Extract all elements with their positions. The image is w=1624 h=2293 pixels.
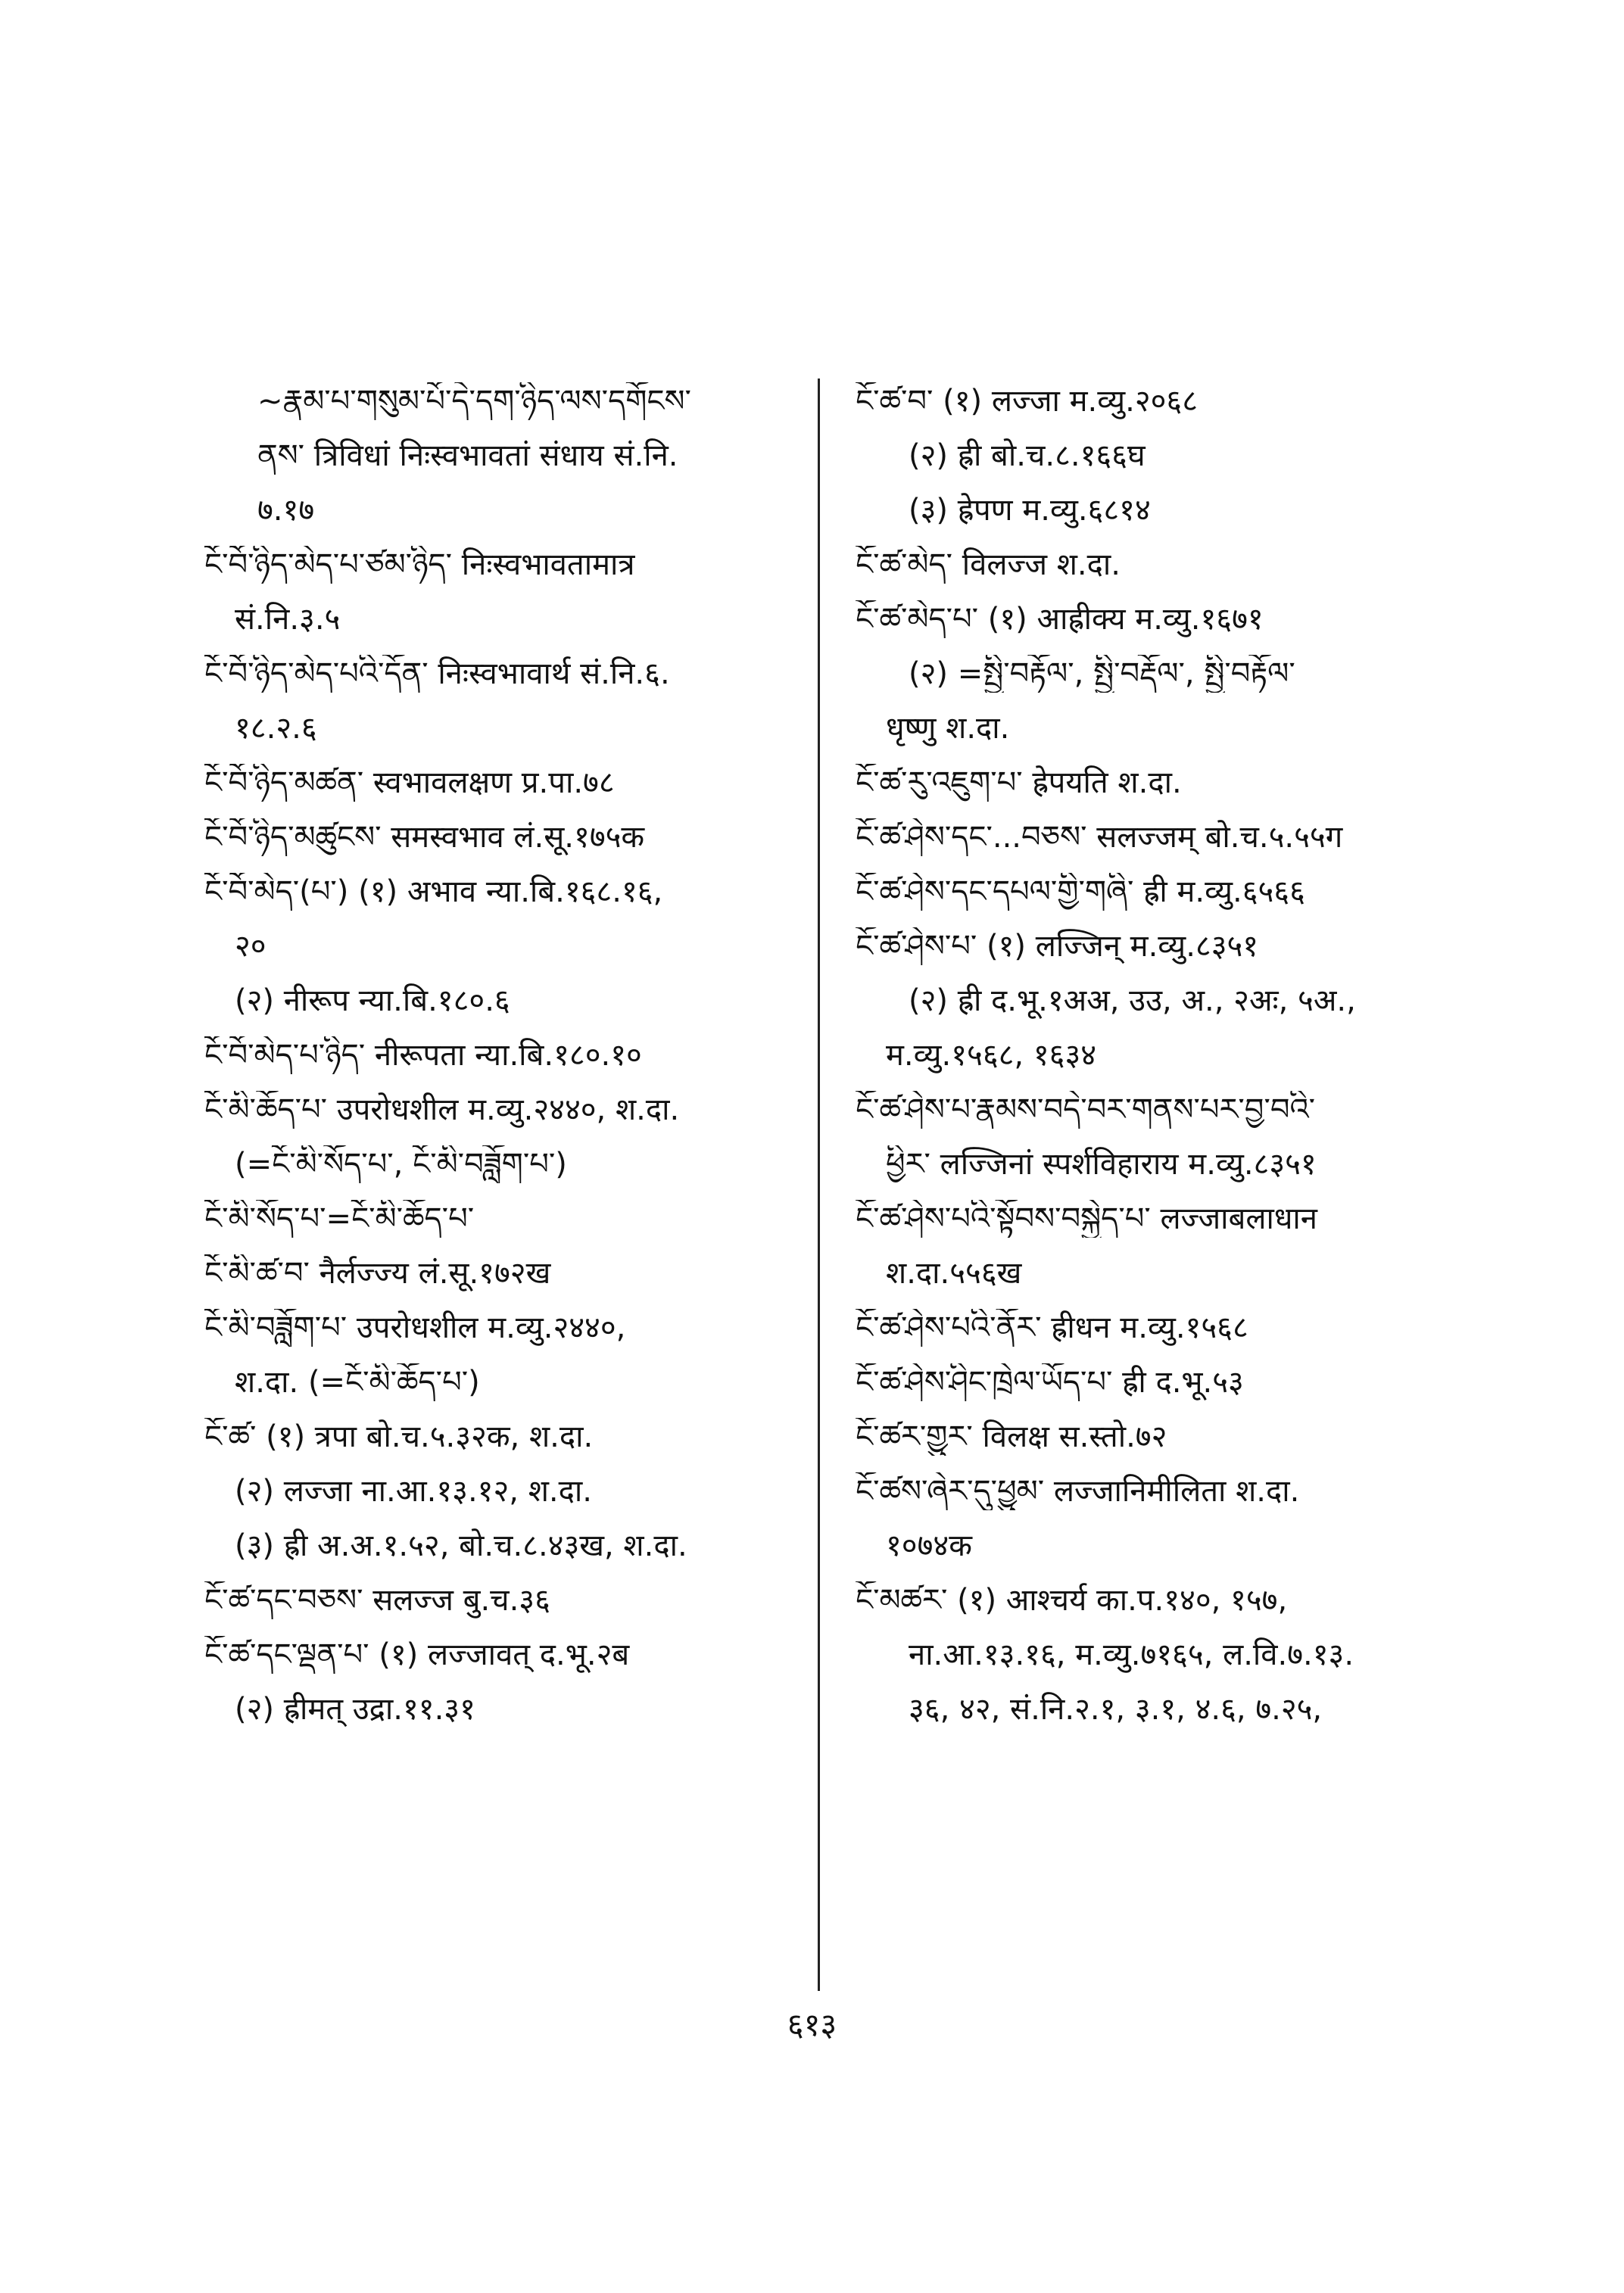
entry-line: ངོ་མཚར་ (१) आश्चर्य का.प.१४०, १५७, [856, 1583, 1288, 1618]
entry-line: ངོ་ཚ་ཤེས་དང་དཔལ་གྱི་གཞི་ ह्री म.व्यु.६५६६ [856, 874, 1305, 909]
entry-line: ངོ་མི་སོད་པ་=ངོ་མི་ཆོད་པ་ [204, 1201, 475, 1236]
entry-line: ངོ་བོ་ཉིད་མེད་པ་ཙམ་ཉིད་ निःस्वभावतामात्र [204, 547, 635, 582]
entry-line: ངོ་ཚ་མེད་པ་ (१) आह्रीक्य म.व्यु.१६७१ [856, 602, 1264, 637]
entry-line: ངོ་བོ་མེད་པ་ཉིད་ नीरूपता न्या.बि.१८०.१० [204, 1038, 642, 1073]
page-number: ६१३ [787, 2006, 837, 2043]
entry-line: ངོ་བོ་ཉིད་མཚན་ स्वभावलक्षण प्र.पा.७८ [204, 765, 615, 800]
entry-line: (२) ह्री बो.च.८.१६६घ [909, 438, 1146, 473]
entry-line: ངོ་ཚ་མེད་ विलज्ज श.दा. [856, 547, 1121, 582]
entry-line: (२) ह्री द.भू.१अअ, उउ, अ., २अः, ५अ., [909, 983, 1356, 1018]
entry-line: ཕྱིར་ लज्जिनां स्पर्शविहाराय म.व्यु.८३५१ [886, 1147, 1317, 1182]
entry-line: (=ངོ་མི་སོད་པ་, ངོ་མི་བཟློག་པ་) [235, 1147, 567, 1182]
entry-line: ངོ་ཚ་ཤེས་པའི་སྟོབས་བསྐྱེད་པ་ लज्जाबलाधान [856, 1201, 1317, 1236]
entry-line: ངོ་ཚ་ཤེས་ཤིང་ཁྲེལ་ཡོད་པ་ ह्री द.भू.५३ [856, 1365, 1244, 1400]
entry-line: ངོ་ཚ་རུ་འཇུག་པ་ ह्रेपयति श.दा. [856, 765, 1182, 800]
entry-line: ངོ་མི་ཆོད་པ་ उपरोधशील म.व्यु.२४४०, श.दा. [204, 1092, 680, 1127]
entry-line: ངོ་བོ་མེད་(པ་) (१) अभाव न्या.बि.१६८.१६, [204, 874, 663, 909]
entry-line: ངོ་བོ་ཉིད་མཚུངས་ समस्वभाव लं.सू.१७५क [204, 820, 645, 855]
entry-line: ७.१७ [257, 493, 315, 528]
entry-line: ངོ་ཚ་དང་ལྡན་པ་ (१) लज्जावत् द.भू.२ब [204, 1637, 630, 1672]
entry-line: धृष्णु श.दा. [886, 711, 1010, 746]
column-divider [818, 379, 820, 1991]
entry-line: (३) ह्रेपण म.व्यु.६८१४ [909, 493, 1151, 528]
entry-line: २० [235, 929, 267, 964]
entry-line: ངོ་བོ་ཉིད་མེད་པའི་དོན་ निःस्वभावार्थ सं.नि.६. [204, 656, 670, 691]
entry-line: ངོ་ཚ་ཤེས་པའི་ནོར་ ह्रीधन म.व्यु.१५६८ [856, 1310, 1248, 1345]
entry-line: श.दा.५५६ख [886, 1256, 1022, 1291]
entry-line: (२) नीरूप न्या.बि.१८०.६ [235, 983, 510, 1018]
entry-line: ངོ་ཚ་དང་བཅས་ सलज्ज बु.च.३६ [204, 1583, 550, 1618]
entry-line: १८.२.६ [235, 711, 317, 746]
left-column [204, 382, 803, 1745]
entry-line: ངོ་ཚ་བ་ (१) लज्जा म.व्यु.२०६८ [856, 384, 1199, 419]
entry-line: ངོ་ཚར་གྱུར་ विलक्ष स.स्तो.७२ [856, 1419, 1167, 1454]
entry-line: (२) लज्जा ना.आ.१३.१२, श.दा. [235, 1474, 592, 1509]
entry-line: ངོ་ཚ་ཤེས་པ་ (१) लज्जिन् म.व्यु.८३५१ [856, 929, 1259, 964]
entry-line: ངོ་ཚས་ཞེར་དུ་ཕྱུམ་ लज्जानिमीलिता श.दा. [856, 1474, 1300, 1509]
entry-line: ३६, ४२, सं.नि.२.१, ३.१, ४.६, ७.२५, [909, 1692, 1323, 1727]
entry-line: म.व्यु.१५६८, १६३४ [886, 1038, 1097, 1073]
entry-line: (२) =སྤྱི་བརྟོལ་, སྤྱི་བརྡོལ་, སྤྱི་བརྟོལ་ [909, 656, 1295, 691]
entry-line: ངོ་ཚ་ཤེས་པ་རྣམས་བདེ་བར་གནས་པར་བྱ་བའི་ [856, 1092, 1316, 1127]
entry-line: (२) ह्रीमत् उद्रा.११.३१ [235, 1692, 475, 1727]
entry-line: ནས་ त्रिविधां निःस्वभावतां संधाय सं.नि. [257, 438, 678, 473]
entry-line: ངོ་མི་བཟློག་པ་ उपरोधशील म.व्यु.२४४०, [204, 1310, 626, 1345]
entry-line: ना.आ.१३.१६, म.व्यु.७१६५, ल.वि.७.१३. [909, 1637, 1354, 1672]
entry-line: ~རྣམ་པ་གསུམ་པོ་དེ་དག་ཉིད་ལས་དགོངས་ [257, 384, 691, 419]
entry-line: सं.नि.३.५ [235, 602, 341, 637]
entry-line: १०७४क [886, 1528, 972, 1563]
entry-line: (३) ह्री अ.अ.१.५२, बो.च.८.४३ख, श.दा. [235, 1528, 687, 1563]
entry-line: श.दा. (=ངོ་མི་ཆོད་པ་) [235, 1365, 480, 1400]
entry-line: ངོ་མི་ཚ་བ་ नैर्लज्ज्य लं.सू.१७२ख [204, 1256, 551, 1291]
entry-line: ངོ་ཚ་ཤེས་དང་...བཅས་ सलज्जम् बो.च.५.५५ग [856, 820, 1343, 855]
entry-line: ངོ་ཚ་ (१) त्रपा बो.च.५.३२क, श.दा. [204, 1419, 594, 1454]
right-column [856, 382, 1446, 1745]
